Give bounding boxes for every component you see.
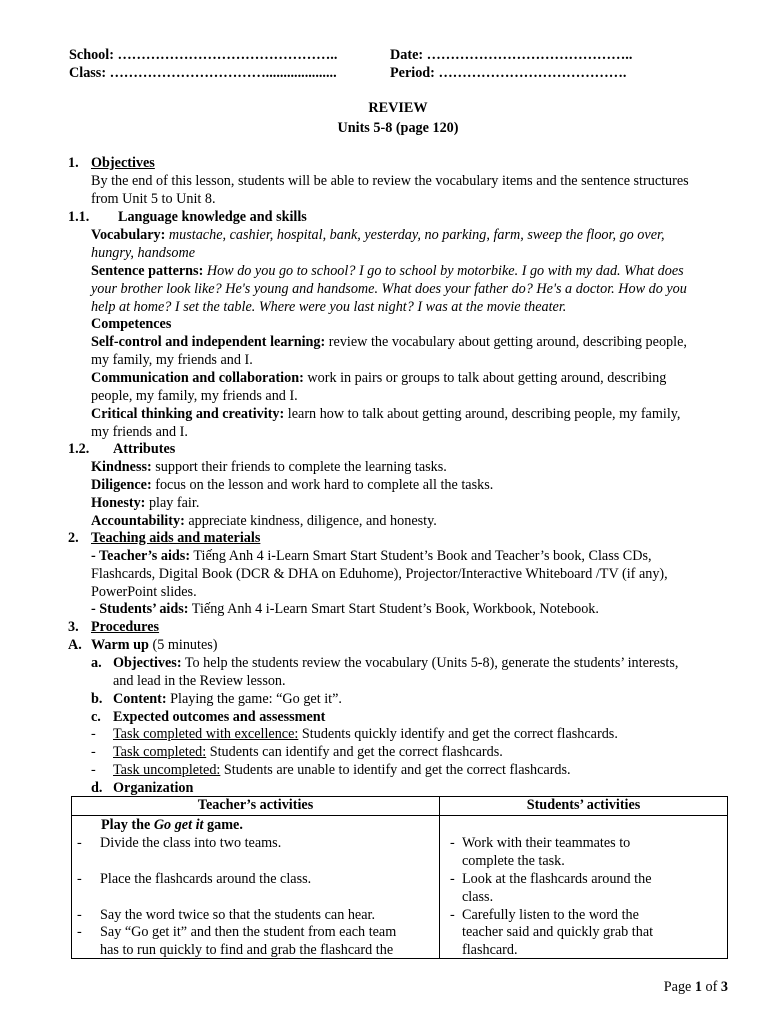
sentence-patterns-cont-1: your brother look like? He's young and handsome. What does your father do? He's a doctor. How do you (91, 281, 687, 297)
kindness-line (91, 459, 447, 477)
section-1-1-number: 1.1. (68, 209, 90, 225)
teacher-aids-line (91, 548, 652, 566)
teacher-step-dash: - (77, 907, 82, 923)
section-3-number: 3. (68, 619, 79, 635)
honesty-label: Honesty: (91, 495, 146, 511)
section-1-1-heading: Language knowledge and skills (118, 209, 307, 225)
class-blank: …………………………….................... (109, 65, 337, 81)
diligence-line (91, 477, 493, 495)
objectives-intro-cont: from Unit 5 to Unit 8. (91, 191, 216, 207)
school-field (69, 47, 337, 65)
date-field (390, 47, 632, 65)
communication-line (91, 370, 666, 388)
date-label: Date: (390, 47, 424, 63)
accountability-text: appreciate kindness, diligence, and honesty. (188, 513, 437, 529)
warmup-objectives-cont: and lead in the Review lesson. (113, 673, 286, 689)
teacher-aids-text: Tiếng Anh 4 i-Learn Smart Start Student’s Book and Teacher’s book, Class CDs, (193, 548, 652, 564)
student-step-dash: - (450, 871, 455, 887)
critical-thinking-line (91, 406, 680, 424)
warm-up-heading: Warm up (91, 637, 149, 653)
student-step: Carefully listen to the word the (462, 907, 639, 923)
document-title: REVIEW (368, 100, 428, 116)
students-aids-label: - Students’ aids: (91, 601, 189, 617)
sentence-patterns-text: How do you go to school? I go to school by motorbike. I go with my dad. What does (206, 263, 684, 279)
student-step: Work with their teammates to (462, 835, 631, 851)
outcome-label: Task uncompleted: (113, 762, 221, 778)
student-step-dash: - (450, 907, 455, 923)
student-step-cont: class. (462, 889, 494, 905)
period-blank: …………………………………. (438, 65, 627, 81)
outcome-completed (113, 744, 503, 762)
section-2-number: 2. (68, 530, 79, 546)
section-2-heading: Teaching aids and materials (91, 530, 261, 546)
section-1-2-number: 1.2. (68, 441, 90, 457)
content-line (113, 691, 342, 709)
teacher-step: Divide the class into two teams. (100, 835, 282, 851)
student-step-dash: - (450, 835, 455, 851)
sentence-patterns-cont-2: help at home? I set the table. Where were you last night? I was at the movie theater. (91, 299, 567, 315)
accountability-label: Accountability: (91, 513, 185, 529)
expected-heading: Expected outcomes and assessment (113, 709, 326, 725)
student-step-cont: complete the task. (462, 853, 565, 869)
students-aids-text: Tiếng Anh 4 i-Learn Smart Start Student’s Book, Workbook, Notebook. (191, 601, 599, 617)
outcome-text: Students quickly identify and get the correct flashcards. (301, 726, 618, 742)
sentence-patterns-line (91, 263, 684, 281)
communication-cont: people, my family, my friends and I. (91, 388, 298, 404)
teacher-step-dash: - (77, 924, 82, 940)
organization-heading: Organization (113, 780, 194, 796)
outcome-text: Students can identify and get the correct flashcards. (209, 744, 503, 760)
teacher-aids-cont-1: Flashcards, Digital Book (DCR & DHA on Eduhome), Projector/Interactive Whiteboard /TV (if any), (91, 566, 668, 582)
communication-label: Communication and collaboration: (91, 370, 304, 386)
teacher-step: Say “Go get it” and then the student from each team (100, 924, 397, 940)
content-letter: b. (91, 691, 103, 707)
game-name: Go get it (153, 817, 204, 833)
critical-thinking-label: Critical thinking and creativity: (91, 406, 285, 422)
content-text: Playing the game: “Go get it”. (170, 691, 342, 707)
outcome-text: Students are unable to identify and get the correct flashcards. (223, 762, 571, 778)
class-field (69, 65, 337, 83)
self-control-text: review the vocabulary about getting around, describing people, (328, 334, 687, 350)
vocabulary-label: Vocabulary: (91, 227, 166, 243)
teacher-step-cont: has to run quickly to find and grab the flashcard the (100, 942, 394, 958)
warm-up-time: (5 minutes) (152, 637, 218, 653)
diligence-label: Diligence: (91, 477, 152, 493)
vocabulary-text: mustache, cashier, hospital, bank, yesterday, no parking, farm, sweep the floor, go over, (168, 227, 665, 243)
outcome-label: Task completed with excellence: (113, 726, 299, 742)
students-activities-header: Students’ activities (440, 797, 728, 816)
teacher-activities-header: Teacher’s activities (72, 797, 440, 816)
self-control-cont: my family, my friends and I. (91, 352, 253, 368)
honesty-line (91, 495, 199, 513)
teacher-aids-label: - Teacher’s aids: (91, 548, 191, 564)
page-current: 1 (694, 979, 702, 995)
objectives-letter: a. (91, 655, 102, 671)
outcome-dash: - (91, 762, 96, 778)
teacher-step: Place the flashcards around the class. (100, 871, 312, 887)
vocabulary-text-cont: hungry, handsome (91, 245, 196, 261)
accountability-line (91, 513, 437, 531)
diligence-text: focus on the lesson and work hard to complete all the tasks. (155, 477, 494, 493)
warm-up-line (91, 637, 218, 655)
outcome-excellence (113, 726, 618, 744)
game-title-post: game. (203, 817, 243, 833)
expected-letter: c. (91, 709, 101, 725)
table-header-row (72, 797, 728, 816)
students-activities-cell (440, 816, 728, 959)
class-label: Class: (69, 65, 107, 81)
teacher-activities-cell (72, 816, 440, 959)
teacher-step-dash: - (77, 871, 82, 887)
page-number (664, 979, 728, 997)
organization-letter: d. (91, 780, 103, 796)
document-subtitle: Units 5-8 (page 120) (337, 120, 459, 136)
competences-heading: Competences (91, 316, 172, 332)
communication-text: work in pairs or groups to talk about getting around, describing (307, 370, 667, 386)
kindness-label: Kindness: (91, 459, 152, 475)
outcome-uncompleted (113, 762, 571, 780)
game-title (101, 817, 243, 835)
page-total: 3 (720, 979, 728, 995)
school-blank: ……………………………………….. (117, 47, 338, 63)
kindness-text: support their friends to complete the learning tasks. (155, 459, 447, 475)
section-1-2-heading: Attributes (113, 441, 176, 457)
self-control-line (91, 334, 687, 352)
student-step: Look at the flashcards around the (462, 871, 652, 887)
page-label: Page (663, 979, 695, 995)
students-aids-line (91, 601, 599, 619)
page-of: of (701, 979, 721, 995)
school-label: School: (69, 47, 114, 63)
self-control-label: Self-control and independent learning: (91, 334, 326, 350)
outcome-dash: - (91, 744, 96, 760)
teacher-step-dash: - (77, 835, 82, 851)
activities-table (71, 796, 728, 959)
vocabulary-line (91, 227, 665, 245)
period-label: Period: (390, 65, 435, 81)
outcome-dash: - (91, 726, 96, 742)
date-blank: …………………………………….. (426, 47, 633, 63)
section-3-heading: Procedures (91, 619, 160, 635)
student-step-cont: flashcard. (462, 942, 518, 958)
teacher-aids-cont-2: PowerPoint slides. (91, 584, 197, 600)
sentence-patterns-label: Sentence patterns: (91, 263, 204, 279)
critical-thinking-cont: my friends and I. (91, 424, 188, 440)
warmup-objectives-label: Objectives: (113, 655, 182, 671)
content-label: Content: (113, 691, 167, 707)
teacher-step: Say the word twice so that the students can hear. (100, 907, 376, 923)
game-title-pre: Play the (101, 817, 154, 833)
warmup-objectives-line (113, 655, 678, 673)
outcome-label: Task completed: (113, 744, 207, 760)
critical-thinking-text: learn how to talk about getting around, describing people, my family, (287, 406, 681, 422)
section-1-number: 1. (68, 155, 79, 171)
honesty-text: play fair. (148, 495, 200, 511)
table-row (72, 816, 728, 959)
section-1-heading: Objectives (91, 155, 155, 171)
student-step-cont: teacher said and quickly grab that (462, 924, 654, 940)
objectives-intro: By the end of this lesson, students will be able to review the vocabulary items and the sentence structures (91, 173, 689, 189)
warm-up-letter: A. (68, 637, 82, 653)
period-field (390, 65, 626, 83)
warmup-objectives-text: To help the students review the vocabulary (Units 5-8), generate the students’ interests, (184, 655, 679, 671)
